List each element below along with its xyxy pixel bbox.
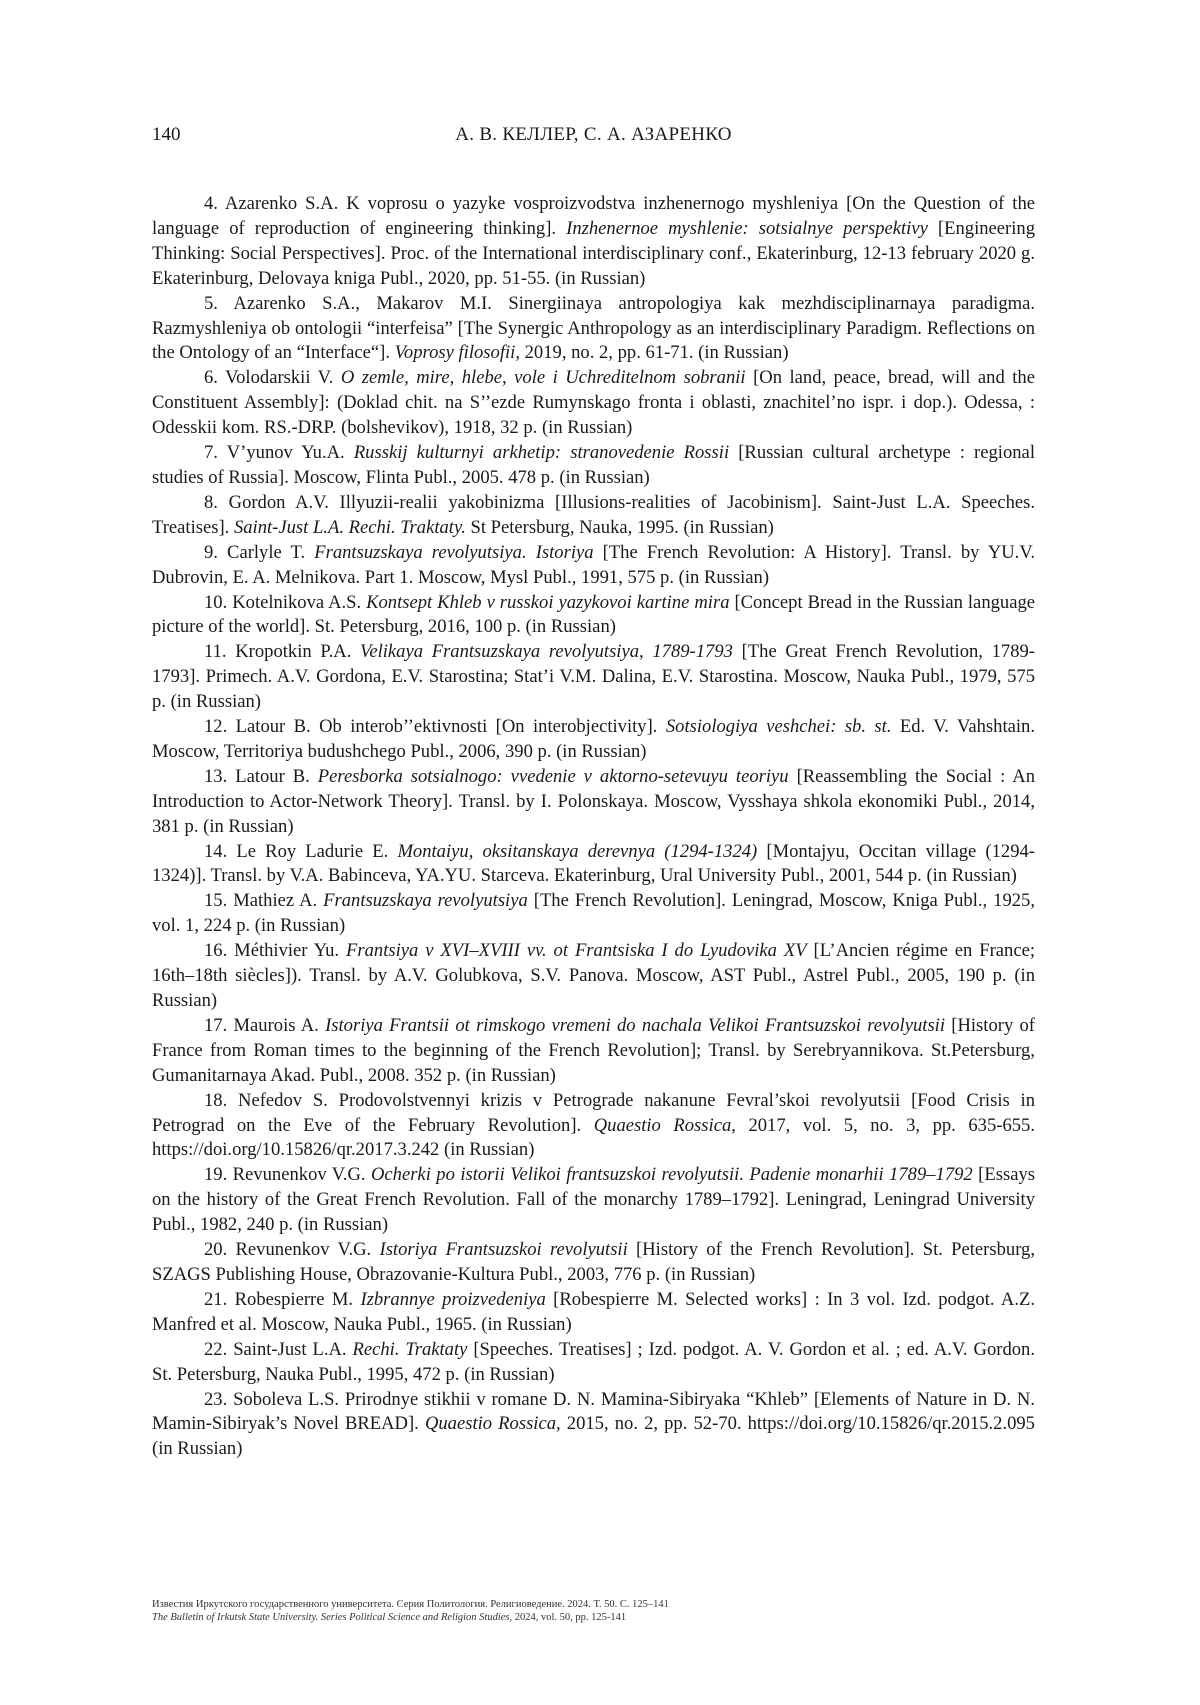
reference-title: Sotsiologiya veshchei: sb. st. <box>666 716 892 737</box>
reference-details: , 2015, no. 2, pp. 52-70. https://doi.org/10.15826/qr.2015.2.095 (in Russian) <box>152 1413 1035 1459</box>
reference-details: [L’Ancien ré­gime en France; 16th–18th siècles]). Transl. by A.V. Golubkova, S.V. Panova. Moscow, AST Publ., Astrel Publ., 2005, 190 p. (in Russian) <box>152 940 1035 1011</box>
reference-number: 18. <box>204 1090 227 1111</box>
reference-title: Russkij kulturnyi arkhetip: stranovedenie Rossii <box>354 442 729 463</box>
reference-number: 22. <box>204 1339 227 1360</box>
reference-details: [Reassembling the Social : An Introduction to Actor-Network Theory]. Transl. by I. Polonskaya. Moscow, Vysshaya shkola ekonomiki Publ., 2014, 381 p. (in Russian) <box>152 766 1035 837</box>
reference-title: Inzhenernoe myshlenie: sotsi­alnye perspektivy <box>566 218 928 239</box>
reference-text: Kropotkin P.A. <box>227 641 360 662</box>
reference-item <box>152 1089 1035 1164</box>
reference-number: 7. <box>204 442 218 463</box>
reference-item <box>152 441 1035 491</box>
reference-text: Volodarskii V. <box>218 367 341 388</box>
reference-item <box>152 1014 1035 1089</box>
reference-item <box>152 491 1035 541</box>
reference-text: Robespierre M. <box>227 1289 360 1310</box>
reference-title: Istoriya Frantsuzskoi revolyutsii <box>380 1239 628 1260</box>
reference-item <box>152 840 1035 890</box>
reference-text: V’yunov Yu.A. <box>218 442 354 463</box>
reference-item <box>152 192 1035 292</box>
journal-page <box>0 0 1200 1705</box>
reference-number: 5. <box>204 293 218 314</box>
reference-details: Ed. V. Vahshtain. Moscow, Territoriya budushchego Publ., 2006, 390 p. (in Russian) <box>152 716 1035 762</box>
reference-number: 13. <box>204 766 227 787</box>
reference-title: Velikaya Frantsuzskaya revolyutsiya, 1789-1793 <box>360 641 733 662</box>
reference-title: Quaestio Rossica <box>594 1115 732 1136</box>
reference-details: [The French Revolution]. Leningrad, Moscow, Kniga Publ., 1925, vol. 1, 224 p. (in Russian) <box>152 890 1035 936</box>
reference-title: Saint-Just L.A. Rechi. Traktaty. <box>234 517 466 538</box>
reference-title: Frantsuzskaya revolyutsiya <box>323 890 528 911</box>
reference-number: 21. <box>204 1289 227 1310</box>
reference-text: Carlyle T. <box>218 542 314 563</box>
reference-text: Méthivier Yu. <box>227 940 346 961</box>
reference-title: Kontsept Khleb v russkoi yazykovoi kartine mira <box>366 592 729 613</box>
reference-title: Frantsiya v XVI–XVIII vv. ot Frantsiska I do Lyudovika XV <box>346 940 807 961</box>
reference-details: , 2017, vol. 5, no. 3, pp. 635-655. https://doi.org/10.15826/qr.2017.3.242 (in Russian) <box>152 1115 1035 1161</box>
reference-item <box>152 541 1035 591</box>
reference-text: Revunenkov V.G. <box>227 1164 371 1185</box>
reference-text: Maurois A. <box>227 1015 325 1036</box>
reference-details: [History of France from Roman times to the beginning of the French Revolution]; Transl. by Serebryannikova. St.Petersburg, Gumanitarnaya Akad. Publ., 2008. 352 p. (in Russian) <box>152 1015 1035 1086</box>
reference-item <box>152 715 1035 765</box>
reference-number: 6. <box>204 367 218 388</box>
reference-number: 14. <box>204 841 227 862</box>
reference-item <box>152 765 1035 840</box>
reference-text: Le Roy Ladurie E. <box>227 841 397 862</box>
reference-details: [The Great French Revo­lution, 1789-1793]. Primech. A.V. Gordona, E.V. Starostina; Stat’i V.M. Dalina, E.V. Starostina. Moscow, Nauka Publ., 1979, 575 p. (in Russian) <box>152 641 1035 712</box>
reference-text: Revunenkov V.G. <box>227 1239 379 1260</box>
reference-text: Soboleva L.S. Prirodnye stikhii v romane D. N. Mamina-Sibiryaka “Khleb” [Elements of Nature in D. N. Mamin-Sibiryak’s Novel BREAD]. <box>152 1389 1035 1435</box>
reference-details: [Concept Bread in the Russian language picture of the world]. St. Petersburg, 2016, 100 p. (in Russian) <box>152 592 1035 638</box>
footer-journal-en-details: , 2024, vol. 50, pp. 125-141 <box>510 1612 627 1623</box>
reference-text: Latour B. Ob interob’’ektivnosti [On interobjectivity]. <box>227 716 666 737</box>
reference-details: [The French Revolution: A History]. Transl. by YU.V. Dubrovin, E. A. Melnikova. Part 1. Moscow, Mysl Publ., 1991, 575 p. (in Russian) <box>152 542 1035 588</box>
reference-details: [History of the French Revolution]. St. Petersburg, SZAGS Publishing House, Obrazovanie-Kultura Publ., 2003, 776 p. (in Russian) <box>152 1239 1035 1285</box>
reference-number: 23. <box>204 1389 227 1410</box>
reference-item <box>152 1388 1035 1463</box>
reference-number: 11. <box>204 641 227 662</box>
running-title: А. В. КЕЛЛЕР, С. А. АЗАРЕНКО <box>152 124 1035 146</box>
reference-title: Montaiyu, oksitanskaya derevnya (1294-1324) <box>397 841 757 862</box>
reference-item <box>152 292 1035 367</box>
reference-text: Azarenko S.A. K voprosu o yazyke vosproizvodstva inzhenernogo myshleniya [On the Question of the language of reproduction of engineering thinking]. <box>152 193 1035 239</box>
reference-details: [Montajyu, Occitan vil­lage (1294-1324)]. Transl. by V.A. Babinceva, YA.YU. Starceva. Ekaterinburg, Ural University Publ., 2001, 544 p. (in Russian) <box>152 841 1035 887</box>
reference-number: 4. <box>204 193 218 214</box>
reference-title: Ocherki po istorii Velikoi frantsuzskoi revolyutsii. Padenie monarhii 1789–1792 <box>371 1164 973 1185</box>
reference-title: Quaestio Rossica <box>425 1413 556 1434</box>
reference-item <box>152 591 1035 641</box>
reference-item <box>152 1238 1035 1288</box>
reference-number: 10. <box>204 592 227 613</box>
footer-journal-en <box>152 1611 1035 1624</box>
reference-number: 15. <box>204 890 227 911</box>
reference-number: 17. <box>204 1015 227 1036</box>
reference-details: [Speeches. Treatises] ; Izd. podgot. A. V. Gordon et al. ; ed. A.V. Gordon. St. Petersburg, Nauka Publ., 1995, 472 p. (in Russian) <box>152 1339 1035 1385</box>
page-header <box>152 124 1035 150</box>
reference-item <box>152 366 1035 441</box>
reference-item <box>152 889 1035 939</box>
reference-details: [Russian cultural archetype : regional studies of Russia]. Moscow, Flinta Publ., 2005. 478 p. (in Russian) <box>152 442 1035 488</box>
reference-text: Mathiez A. <box>227 890 323 911</box>
reference-item <box>152 1288 1035 1338</box>
reference-title: Izbrannye proizvedeniya <box>360 1289 545 1310</box>
reference-number: 19. <box>204 1164 227 1185</box>
page-footer <box>152 1598 1035 1624</box>
reference-text: Azarenko S.A., Makarov M.I. Sinergiinaya antropologiya kak mezhdisciplinarnaya para­digma. Razmyshleniya ob ontologii “interfeisa” [The Synergic Anthropology as an interdisciplinary Paradigm. Reflections on the Ontology of an “Interface“]. <box>152 293 1035 364</box>
reference-number: 16. <box>204 940 227 961</box>
reference-title: Voprosy filosofii, <box>395 342 520 363</box>
reference-details: [Engineering Thinking: Social Perspectives]. Proc. of the International interdisci­plinary conf., Ekaterinburg, 12-13 february 2020 g. Ekaterinburg, Delovaya kniga Publ., 2020, pp. 51-55. (in Russian) <box>152 218 1035 289</box>
reference-number: 20. <box>204 1239 227 1260</box>
reference-item <box>152 640 1035 715</box>
reference-title: Istoriya Frantsii ot rimskogo vremeni do nachala Velikoi Frantsuzskoi revoly­utsii <box>325 1015 945 1036</box>
footer-journal-ru: Известия Иркутского государственного университета. Серия Политология. Религиоведение. 2024. Т. 50. С. 125–141 <box>152 1598 1035 1611</box>
reference-text: Latour B. <box>227 766 318 787</box>
reference-number: 9. <box>204 542 218 563</box>
page-number: 140 <box>152 124 181 146</box>
reference-item <box>152 1163 1035 1238</box>
reference-item <box>152 1338 1035 1388</box>
reference-text: Kotelnikova A.S. <box>227 592 366 613</box>
reference-title: O zemle, mire, hlebe, vole i Uchreditelnom sobranii <box>341 367 746 388</box>
reference-title: Frantsuzskaya revolyutsiya. Istoriya <box>314 542 593 563</box>
reference-text: Gordon A.V. Illyuzii-realii yakobinizma [Illusions-realities of Jacobinism]. Saint-Just L.A. Speeches. Treatises]. <box>152 492 1035 538</box>
reference-details: [On land, peace, bread, will and the Constituent Assembly]: (Doklad chit. na S’’ezde Rumynskago fronta i oblasti, znachitel’no ispr. i dop.). Odessa, : Odesskii kom. RS.-DRP. (bolshevikov), 1918, 32 p. (in Russian) <box>152 367 1035 438</box>
reference-details: St Petersburg, Nauka, 1995. (in Russian) <box>466 517 774 538</box>
reference-item <box>152 939 1035 1014</box>
reference-number: 8. <box>204 492 218 513</box>
reference-text: Nefedov S. Prodovolstvennyi krizis v Petrograde nakanune Fevral’skoi revolyutsii [Food Crisis in Petrograd on the Eve of the February Revolution]. <box>152 1090 1035 1136</box>
reference-text: Saint-Just L.A. <box>227 1339 352 1360</box>
reference-details: [Robespierre M. Selected works] : In 3 vol. Izd. podgot. A.Z. Manfred et al. Moscow, Nauka Publ., 1965. (in Russian) <box>152 1289 1035 1335</box>
reference-title: Rechi. Traktaty <box>353 1339 468 1360</box>
reference-title: Peresborka sotsialnogo: vvedenie v aktorno-setevuyu teoriyu <box>318 766 789 787</box>
reference-details: [Essays on the history of the Great French Revolution. Fall of the monarchy 1789–1792]. Leningrad, Leningrad University Publ., 1982, 240 p. (in Russian) <box>152 1164 1035 1235</box>
footer-journal-en-title: The Bulletin of Irkutsk State University. Series Political Science and Religion Studies <box>152 1612 510 1623</box>
reference-number: 12. <box>204 716 227 737</box>
reference-details: 2019, no. 2, pp. 61-71. (in Russian) <box>520 342 789 363</box>
reference-list <box>152 192 1035 1462</box>
